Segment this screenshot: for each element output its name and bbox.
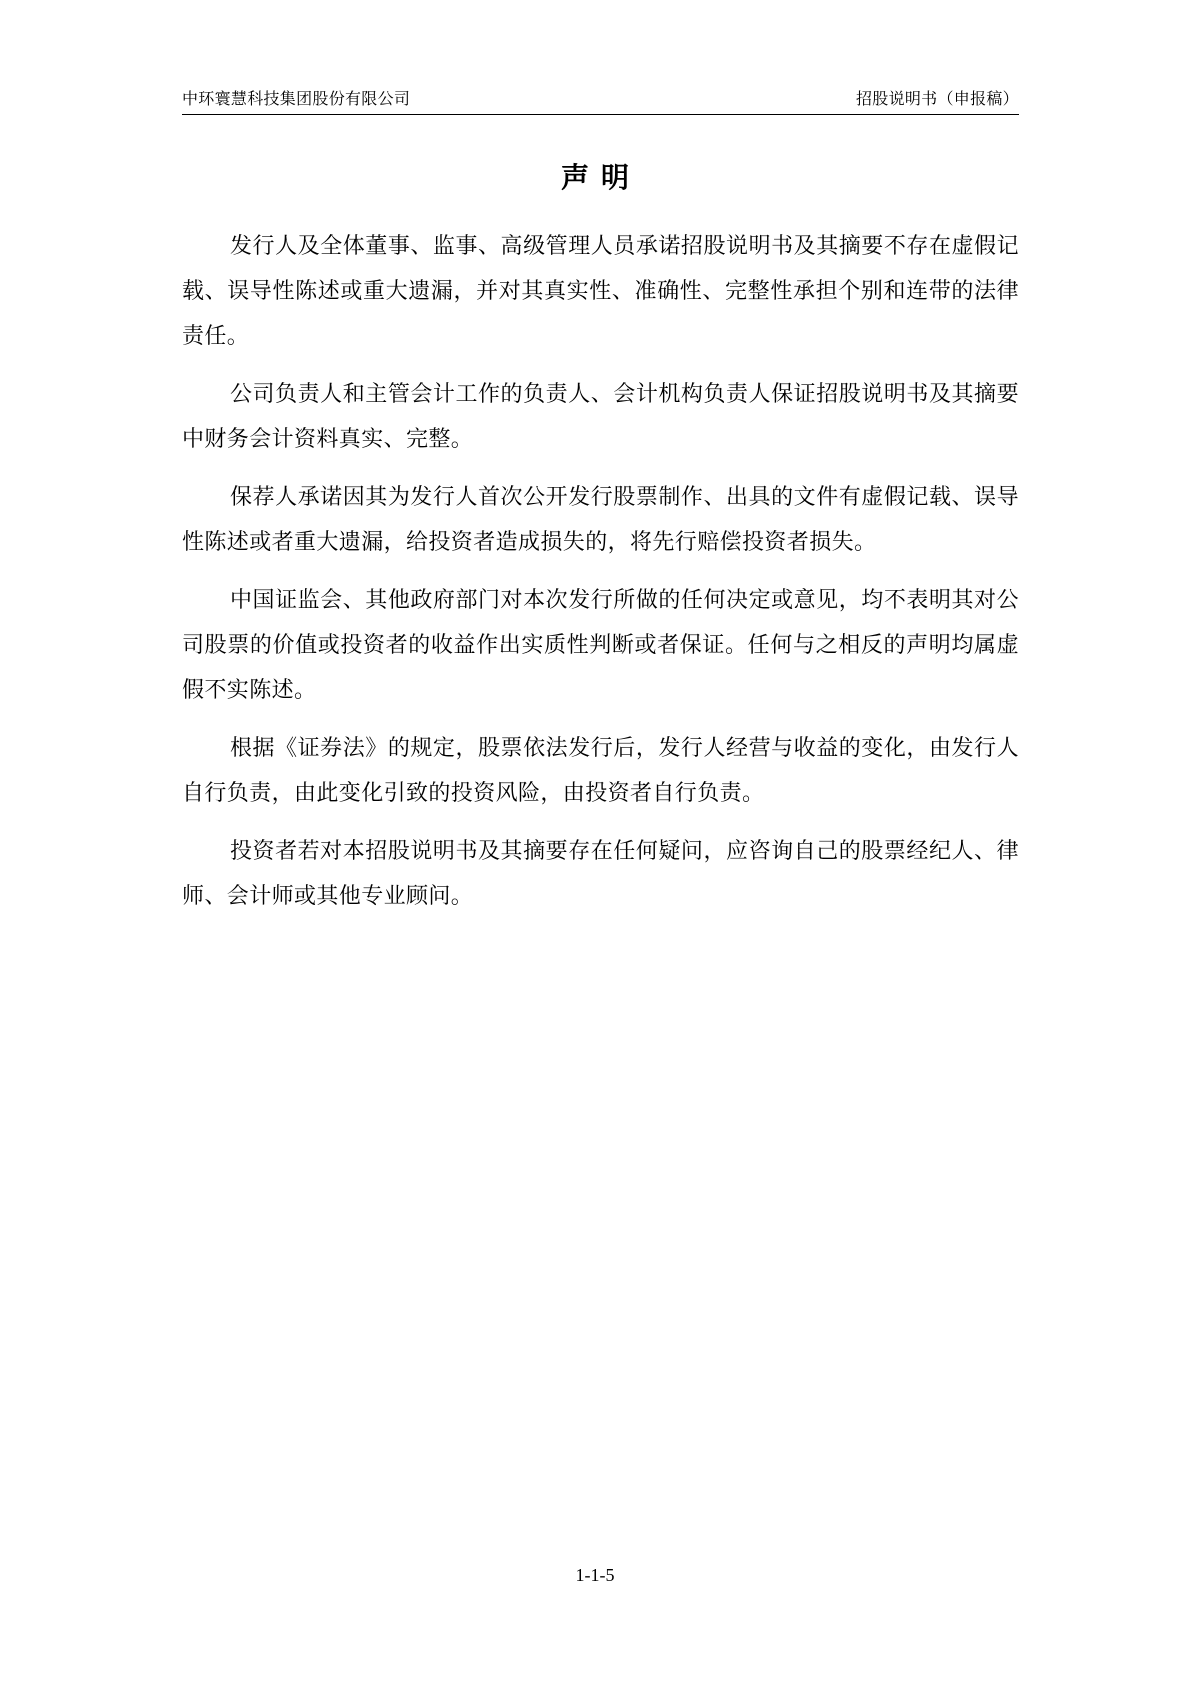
page-header bbox=[182, 84, 1019, 115]
page-number: 1-1-5 bbox=[575, 1565, 615, 1585]
document-type: 招股说明书（申报稿） bbox=[855, 89, 1019, 108]
paragraph: 根据《证券法》的规定，股票依法发行后，发行人经营与收益的变化，由发行人自行负责，由此变化引致的投资风险，由投资者自行负责。 bbox=[182, 736, 1019, 806]
company-name: 中环寰慧科技集团股份有限公司 bbox=[182, 89, 411, 108]
paragraph: 投资者若对本招股说明书及其摘要存在任何疑问，应咨询自己的股票经纪人、律师、会计师或其他专业顾问。 bbox=[182, 839, 1019, 909]
page-title: 声明 bbox=[560, 161, 641, 194]
paragraph: 保荐人承诺因其为发行人首次公开发行股票制作、出具的文件有虚假记载、误导性陈述或者重大遗漏，给投资者造成损失的，将先行赔偿投资者损失。 bbox=[182, 485, 1019, 555]
declaration-body bbox=[182, 224, 1019, 932]
paragraph: 中国证监会、其他政府部门对本次发行所做的任何决定或意见，均不表明其对公司股票的价值或投资者的收益作出实质性判断或者保证。任何与之相反的声明均属虚假不实陈述。 bbox=[182, 588, 1019, 703]
paragraph: 发行人及全体董事、监事、高级管理人员承诺招股说明书及其摘要不存在虚假记载、误导性陈述或重大遗漏，并对其真实性、准确性、完整性承担个别和连带的法律责任。 bbox=[182, 234, 1019, 349]
paragraph: 公司负责人和主管会计工作的负责人、会计机构负责人保证招股说明书及其摘要中财务会计资料真实、完整。 bbox=[182, 382, 1019, 452]
